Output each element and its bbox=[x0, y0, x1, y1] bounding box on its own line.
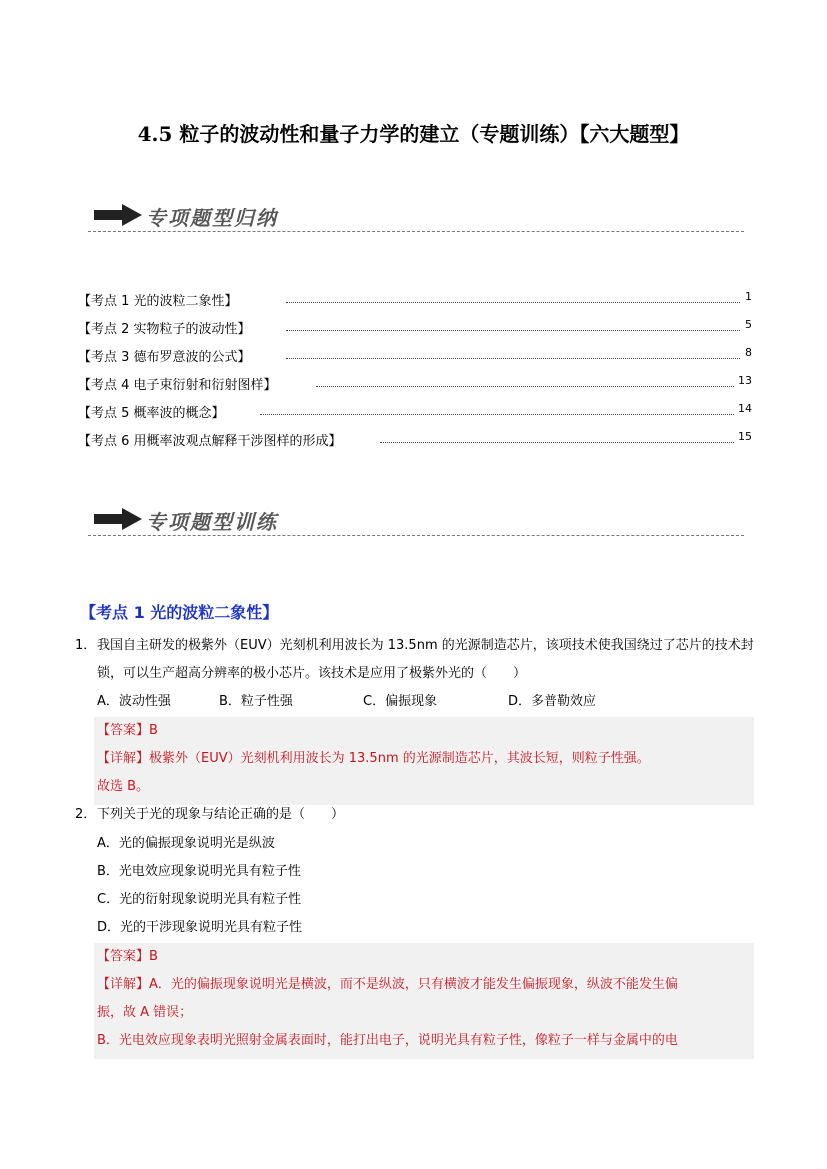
answer-conclusion: 故选 B。 bbox=[97, 779, 150, 794]
answer-detail: 【详解】极紫外（EUV）光刻机利用波长为 13.5nm 的光源制造芯片，其波长短，则粒子性强。 bbox=[97, 751, 650, 766]
section-heading: 【考点 1 光的波粒二象性】 bbox=[80, 603, 279, 622]
toc-item-label: 【考点 3 德布罗意波的公式】 bbox=[78, 350, 251, 365]
question-number: 2． bbox=[75, 807, 97, 822]
divider bbox=[88, 231, 744, 232]
toc-page-number: 14 bbox=[738, 402, 752, 415]
banner-title: 专项题型训练 bbox=[146, 510, 278, 534]
toc-leader bbox=[260, 414, 734, 415]
toc-leader bbox=[316, 386, 734, 387]
question-text: 我国自主研发的极紫外（EUV）光刻机利用波长为 13.5nm 的光源制造芯片，该项技术使我国绕过了芯片的技术封锁，可以生产超高分辨率的极小芯片。该技术是应用了极紫外光的（ ） bbox=[97, 638, 754, 681]
toc-item-label: 【考点 6 用概率波观点解释干涉图样的形成】 bbox=[78, 434, 342, 449]
answer-box bbox=[94, 943, 754, 1059]
answer: 【答案】B bbox=[97, 949, 158, 964]
toc-page-number: 8 bbox=[745, 346, 752, 359]
divider bbox=[88, 535, 744, 536]
toc-item[interactable] bbox=[78, 402, 752, 422]
toc-leader bbox=[286, 302, 740, 303]
toc-item[interactable] bbox=[78, 430, 752, 450]
option-c: C．光的衍射现象说明光具有粒子性 bbox=[97, 892, 302, 907]
option-a: A．光的偏振现象说明光是纵波 bbox=[97, 836, 275, 851]
toc-leader bbox=[286, 330, 740, 331]
section-banner-summary bbox=[88, 196, 744, 240]
toc-item[interactable] bbox=[78, 374, 752, 394]
toc-page-number: 15 bbox=[738, 430, 752, 443]
arrow-icon bbox=[94, 508, 142, 530]
toc-item-label: 【考点 1 光的波粒二象性】 bbox=[78, 294, 238, 309]
option-b: B．粒子性强 bbox=[219, 694, 293, 709]
toc-page-number: 1 bbox=[745, 290, 752, 303]
answer-detail: B．光电效应现象表明光照射金属表面时，能打出电子，说明光具有粒子性，像粒子一样与金属中的电 bbox=[97, 1033, 678, 1048]
toc-leader bbox=[380, 442, 734, 443]
section-banner-training bbox=[88, 500, 744, 544]
question-2 bbox=[75, 801, 755, 829]
toc-item[interactable] bbox=[78, 290, 752, 310]
toc-item-label: 【考点 4 电子束衍射和衍射图样】 bbox=[78, 378, 277, 393]
toc-item-label: 【考点 2 实物粒子的波动性】 bbox=[78, 322, 251, 337]
option-d: D．光的干涉现象说明光具有粒子性 bbox=[97, 920, 303, 935]
question-1 bbox=[75, 632, 755, 688]
option-b: B．光电效应现象说明光具有粒子性 bbox=[97, 864, 301, 879]
option-d: D．多普勒效应 bbox=[508, 694, 597, 709]
banner-title: 专项题型归纳 bbox=[146, 206, 278, 230]
toc-item[interactable] bbox=[78, 318, 752, 338]
question-options bbox=[97, 688, 697, 716]
answer-detail: 振，故 A 错误； bbox=[97, 1005, 193, 1020]
toc-item[interactable] bbox=[78, 346, 752, 366]
toc-page-number: 13 bbox=[738, 374, 752, 387]
option-c: C．偏振现象 bbox=[363, 694, 438, 709]
toc-page-number: 5 bbox=[745, 318, 752, 331]
answer: 【答案】B bbox=[97, 723, 158, 738]
question-text: 下列关于光的现象与结论正确的是（ ） bbox=[97, 807, 345, 822]
toc-leader bbox=[286, 358, 740, 359]
option-a: A．波动性强 bbox=[97, 694, 171, 709]
arrow-icon bbox=[94, 204, 142, 226]
toc-item-label: 【考点 5 概率波的概念】 bbox=[78, 406, 225, 421]
answer-detail: 【详解】A．光的偏振现象说明光是横波，而不是纵波，只有横波才能发生偏振现象，纵波不能发生偏 bbox=[97, 977, 678, 992]
question-number: 1． bbox=[75, 638, 97, 653]
answer-box bbox=[94, 717, 754, 805]
page-title: 4.5 粒子的波动性和量子力学的建立（专题训练）【六大题型】 bbox=[137, 122, 690, 146]
